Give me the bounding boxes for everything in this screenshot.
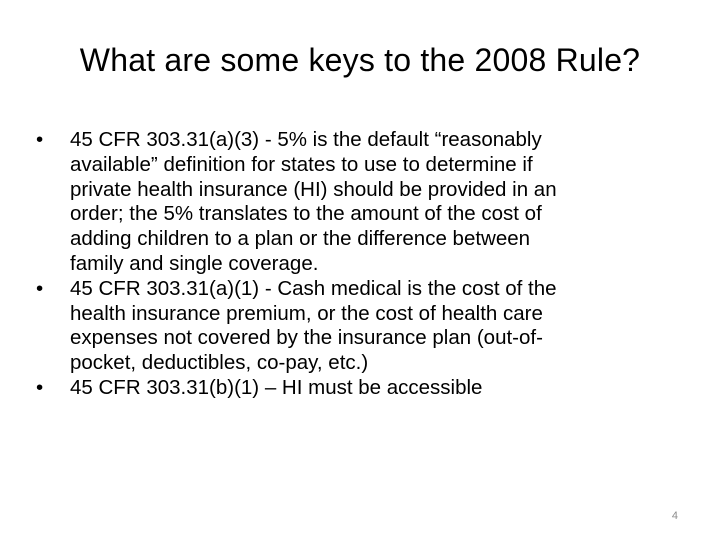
bullet-line: 45 CFR 303.31(b)(1) – HI must be accessible [70,375,483,399]
bullet-line: order; the 5% translates to the amount of the cost of [70,202,542,226]
bullet-line: 45 CFR 303.31(a)(1) - Cash medical is the cost of the [70,276,557,300]
bullet-line: private health insurance (HI) should be provided in an [70,177,557,201]
bullet-list [36,128,676,401]
bullet-icon: • [36,375,44,399]
bullet-line: expenses not covered by the insurance plan (out-of- [70,326,543,350]
slide-number: 4 [671,510,678,522]
bullet-line: family and single coverage. [70,251,319,275]
bullet-line: available” definition for states to use to determine if [70,152,533,176]
bullet-line: health insurance premium, or the cost of health care [70,301,543,325]
bullet-icon: • [36,276,44,300]
bullet-item [36,128,676,277]
bullet-item [36,376,676,401]
bullet-line: pocket, deductibles, co-pay, etc.) [70,351,369,375]
bullet-item [36,277,676,376]
bullet-line: 45 CFR 303.31(a)(3) - 5% is the default “reasonably [70,128,542,151]
bullet-line: adding children to a plan or the difference between [70,227,531,251]
slide-title: What are some keys to the 2008 Rule? [79,42,641,78]
bullet-icon: • [36,128,44,151]
